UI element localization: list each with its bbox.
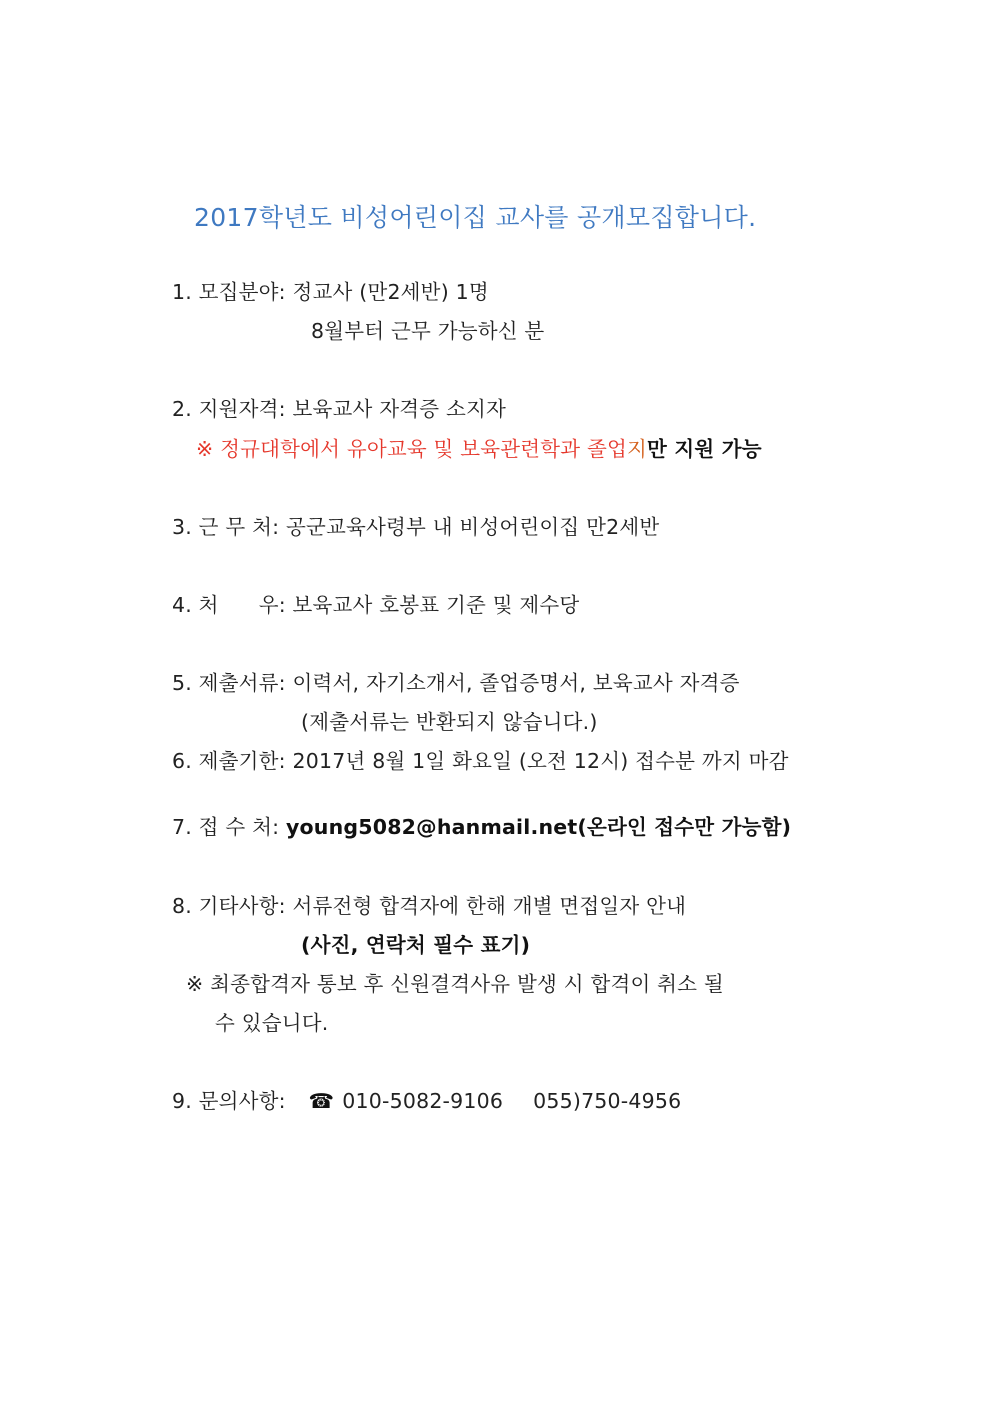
item-deadline	[172, 748, 789, 774]
item-value: 보육교사 호봉표 기준 및 제수당	[292, 593, 580, 617]
item-recruit-field	[172, 279, 489, 305]
item-compensation	[172, 592, 579, 618]
item-label-b: 우:	[258, 593, 293, 617]
item-inquiry	[172, 1088, 681, 1114]
item-label: 1. 모집분야:	[172, 280, 293, 304]
item-label: 8. 기타사항:	[172, 894, 293, 918]
item-label: 5. 제출서류:	[172, 671, 293, 695]
note-bold-text: 만 지원 가능	[647, 437, 762, 461]
item-documents	[172, 670, 740, 696]
item-value: 정교사 (만2세반) 1명	[292, 280, 489, 304]
qualification-note	[196, 436, 762, 462]
item-value: 보육교사 자격증 소지자	[292, 397, 506, 421]
item-value: 2017년 8월 1일 화요일 (오전 12시) 접수분 까지 마감	[292, 749, 789, 773]
note-red-text: 정규대학에서 유아교육 및 보육관련학과 졸업	[220, 437, 628, 461]
item-other	[172, 893, 686, 919]
item-documents-note: (제출서류는 반환되지 않습니다.)	[301, 710, 598, 734]
item-recruit-field-detail: 8월부터 근무 가능하신 분	[311, 319, 545, 343]
item-qualification	[172, 396, 506, 422]
note-orange-text: 지	[627, 437, 648, 461]
item-label: 6. 제출기한:	[172, 749, 293, 773]
item-other-note-2: 수 있습니다.	[215, 1011, 329, 1035]
item-other-bold-note: (사진, 연락처 필수 표기)	[301, 933, 531, 957]
item-other-note-1: ※ 최종합격자 통보 후 신원결격사유 발생 시 합격이 취소 될	[186, 972, 724, 996]
item-label-a: 4. 처	[172, 593, 219, 617]
item-label: 9. 문의사항:	[172, 1089, 293, 1113]
note-mark: ※	[196, 437, 221, 461]
phone-number-2: 055)750-4956	[533, 1089, 682, 1113]
item-value: 이력서, 자기소개서, 졸업증명서, 보육교사 자격증	[292, 671, 740, 695]
submission-email: young5082@hanmail.net(온라인 접수만 가능함)	[285, 815, 792, 839]
page-title: 2017학년도 비성어린이집 교사를 공개모집합니다.	[194, 203, 757, 232]
item-value: 서류전형 합격자에 한해 개별 면접일자 안내	[292, 894, 687, 918]
item-label: 7. 접 수 처:	[172, 815, 286, 839]
phone-icon: ☎	[308, 1089, 335, 1113]
phone-number-1: 010-5082-9106	[342, 1089, 504, 1113]
item-label: 2. 지원자격:	[172, 397, 293, 421]
item-label: 3. 근 무 처:	[172, 515, 286, 539]
item-value: 공군교육사령부 내 비성어린이집 만2세반	[285, 515, 660, 539]
item-workplace	[172, 514, 659, 540]
item-submission	[172, 814, 791, 840]
